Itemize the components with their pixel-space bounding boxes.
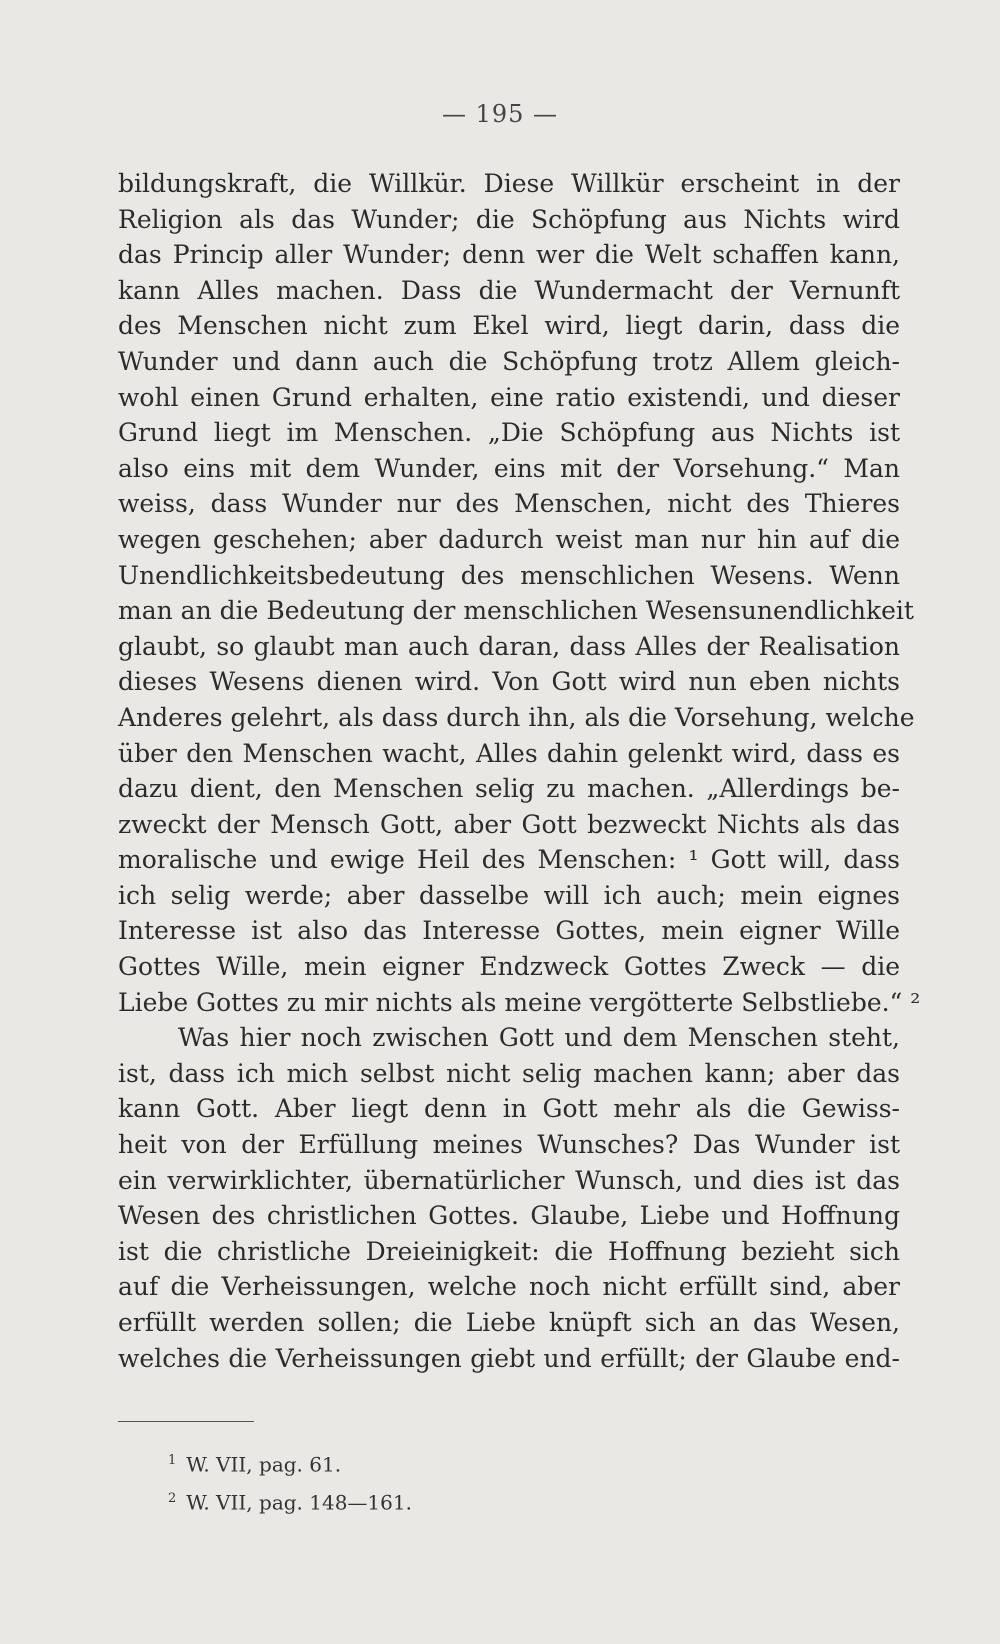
page-number: — 195 — — [441, 100, 559, 128]
text-line: Religion als das Wunder; die Schöpfung aus Nichts wird — [118, 204, 900, 234]
text-line: auf die Verheissungen, welche noch nicht erfüllt sind, aber — [118, 1272, 900, 1302]
paragraph-end-line: Liebe Gottes zu mir nichts als meine vergötterte Selbstliebe.“ ² — [118, 987, 921, 1017]
footnote-mark: 2 — [168, 1490, 177, 1506]
text-line: ich selig werde; aber dasselbe will ich auch; mein eignes — [118, 880, 900, 910]
text-line: man an die Bedeutung der menschlichen Wesensunendlichkeit — [118, 596, 914, 626]
text-line: Gottes Wille, mein eigner Endzweck Gottes Zweck — die — [118, 952, 900, 982]
footnote-1 — [168, 1444, 412, 1482]
footnote-rule — [118, 1421, 254, 1422]
text-line: welches die Verheissungen giebt und erfüllt; der Glaube end- — [118, 1343, 900, 1373]
text-line: heit von der Erfüllung meines Wunsches? Das Wunder ist — [118, 1130, 900, 1160]
text-line: wohl einen Grund erhalten, eine ratio existendi, und dieser — [118, 382, 900, 412]
text-line: dieses Wesens dienen wird. Von Gott wird nun eben nichts — [118, 667, 900, 697]
text-line: Interesse ist also das Interesse Gottes, mein eigner Wille — [118, 916, 900, 946]
body-text — [118, 166, 921, 1376]
footnote-text: W. VII, pag. 148—161. — [186, 1490, 412, 1515]
text-line: also eins mit dem Wunder, eins mit der Vorsehung.“ Man — [118, 453, 900, 483]
text-line: ein verwirklichter, übernatürlicher Wunsch, und dies ist das — [118, 1165, 900, 1195]
text-line: Anderes gelehrt, als dass durch ihn, als die Vorsehung, welche — [118, 702, 915, 732]
text-line: moralische und ewige Heil des Menschen: ¹ Gott will, dass — [118, 845, 900, 875]
text-line: Grund liegt im Menschen. „Die Schöpfung aus Nichts ist — [118, 418, 900, 448]
text-line: kann Gott. Aber liegt denn in Gott mehr als die Gewiss- — [118, 1094, 900, 1124]
text-line: zweckt der Mensch Gott, aber Gott bezweckt Nichts als das — [118, 809, 900, 839]
text-line: Wunder und dann auch die Schöpfung trotz Allem gleich- — [118, 346, 900, 376]
footnote-2 — [168, 1482, 412, 1520]
footnote-text: W. VII, pag. 61. — [186, 1452, 342, 1477]
footnotes — [168, 1444, 412, 1519]
text-line: das Princip aller Wunder; denn wer die Welt schaffen kann, — [118, 240, 900, 270]
text-line: erfüllt werden sollen; die Liebe knüpft sich an das Wesen, — [118, 1308, 900, 1337]
text-line: dazu dient, den Menschen selig zu machen. „Allerdings be- — [118, 774, 900, 804]
text-line: wegen geschehen; aber dadurch weist man nur hin auf die — [118, 524, 900, 554]
footnote-mark: 1 — [168, 1453, 177, 1468]
paragraph-start-line: Was hier noch zwischen Gott und dem Menschen steht, — [178, 1023, 900, 1053]
text-line: kann Alles machen. Dass die Wundermacht der Vernunft — [118, 275, 900, 305]
text-line: ist, dass ich mich selbst nicht selig machen kann; aber das — [118, 1058, 900, 1088]
text-line: des Menschen nicht zum Ekel wird, liegt darin, dass die — [118, 311, 900, 341]
text-line: Wesen des christlichen Gottes. Glaube, Liebe und Hoffnung — [118, 1201, 900, 1231]
text-line: über den Menschen wacht, Alles dahin gelenkt wird, dass es — [118, 738, 900, 768]
text-line: ist die christliche Dreieinigkeit: die Hoffnung bezieht sich — [118, 1236, 900, 1266]
text-line: weiss, dass Wunder nur des Menschen, nicht des Thieres — [118, 489, 900, 519]
text-line: bildungskraft, die Willkür. Diese Willkür erscheint in der — [118, 169, 900, 198]
text-line: glaubt, so glaubt man auch daran, dass Alles der Realisation — [118, 631, 900, 661]
text-line: Unendlichkeitsbedeutung des menschlichen Wesens. Wenn — [118, 560, 900, 590]
